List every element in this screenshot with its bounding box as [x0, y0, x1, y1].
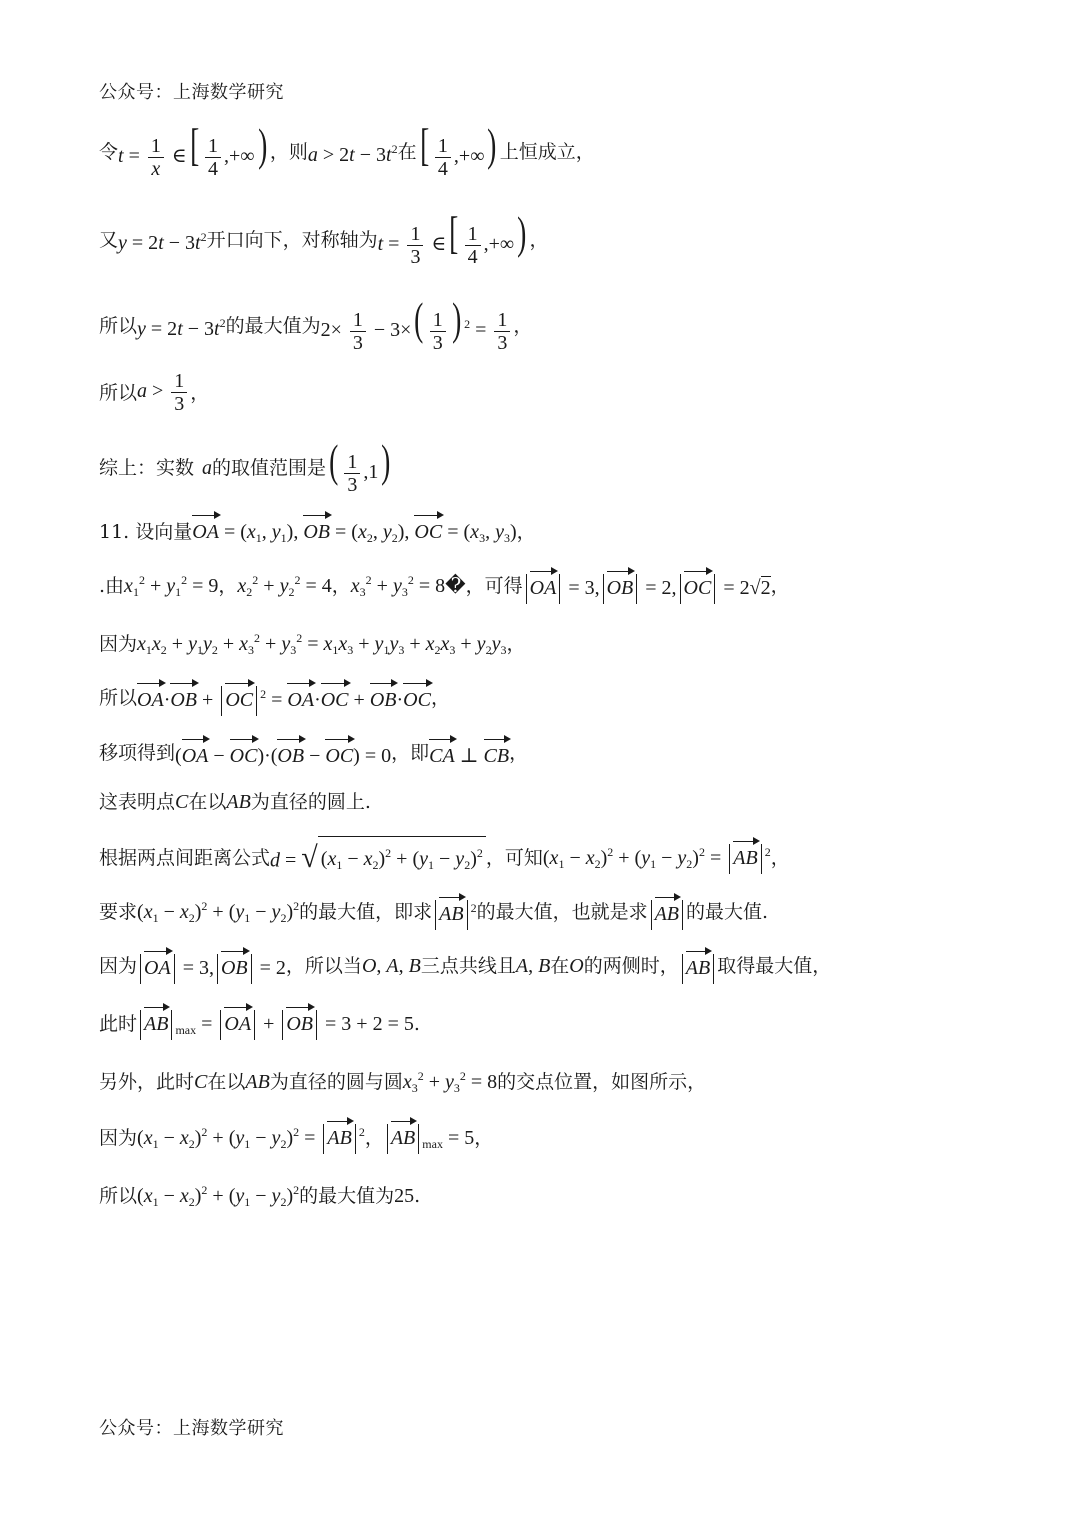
- solution-line-14: 因为 OA = 3, OB = 2 ，所以当 O, A, B 三点共线且 A, B 在 O 的两侧时， AB 取得最大值，: [99, 948, 1040, 984]
- text: ，: [509, 742, 529, 764]
- fraction: $\frac{1}{x}$: [148, 135, 164, 180]
- text: 取得最大值，: [717, 955, 832, 978]
- text: 所以: [99, 1185, 138, 1207]
- solution-line-18: 所以 $(x_1 - x_2)^2 + (y_1 - y_2)^2$ 的最大值为 25 .: [99, 1183, 421, 1209]
- text: 这表明点: [99, 791, 176, 813]
- text: 的最大值为: [299, 1185, 395, 1207]
- text: 又: [99, 228, 119, 251]
- text: ，则: [269, 140, 308, 163]
- text: 的最大值为: [225, 314, 321, 337]
- text: ，: [430, 687, 450, 710]
- text: 为直径的圆与圆: [269, 1071, 403, 1093]
- solution-line-16: 另外，此时 C 在以 AB 为直径的圆与圆 $x_3^2 + y_3^2 = 8$ 的交点位置，如图所示，: [99, 1069, 707, 1095]
- text: ，: [364, 1127, 384, 1149]
- text: 在: [550, 955, 570, 978]
- solution-line-7: .由 $x_1^2 + y_1^2 = 9$ ， $x_2^2 + y_2^2 = 4$ ， $x_3^2 + y_3^2$ = 8� ，可得 OA = 3, OB = 2, OC = 2√2 ，: [99, 566, 1040, 606]
- text: 移项得到: [99, 742, 176, 764]
- text: 在: [397, 140, 417, 163]
- text: 的两侧时，: [583, 955, 679, 978]
- text: 所以: [99, 381, 138, 404]
- text: ，: [529, 228, 549, 251]
- text: ，: [506, 633, 526, 655]
- text: 因为: [99, 633, 138, 655]
- text: 三点共线且: [420, 955, 516, 978]
- solution-line-1: 令 t = $\frac{1}{x}$ ∈[ $\frac{1}{4}$ ,+∞) ，则 $a > 2t - 3t^2$ 在 [ $\frac{1}{4}$ ,+∞) 上恒成立，: [99, 119, 595, 180]
- text: 因为: [99, 1127, 138, 1149]
- text: .由: [99, 575, 125, 597]
- text: 综上：实数: [99, 456, 195, 479]
- page-footer: 公众号：上海数学研究: [99, 1418, 284, 1439]
- text: ，: [770, 575, 790, 597]
- text: 令: [99, 140, 119, 163]
- solution-line-13: 要求 $(x_1 - x_2)^2 + (y_1 - y_2)^2$ 的最大值，即求 AB $^2$ 的最大值，也就是求 AB 的最大值.: [99, 892, 1040, 932]
- solution-line-5: 综上：实数 a 的取值范围是 ( $\frac{1}{3}$ ,1): [99, 435, 391, 496]
- solution-line-10: 移项得到 (OA − OC)·(OB − OC) = 0 ，即 CA ⊥ CB ，: [99, 736, 1040, 770]
- text: 因为: [99, 955, 138, 978]
- text: 的最大值.: [686, 901, 769, 923]
- text: .: [413, 1013, 420, 1035]
- solution-line-11: 这表明点 C 在以 AB 为直径的圆上.: [99, 788, 1040, 816]
- text: 的最大值，也就是求: [476, 901, 648, 923]
- text: 根据两点间距离公式: [99, 846, 271, 869]
- text: ，可得: [465, 575, 523, 597]
- text: ，可知: [485, 846, 543, 869]
- text: 的最大值，即求: [299, 901, 433, 923]
- solution-line-3: 所以 $y = 2t - 3t^2$ 的最大值为 2× $\frac{1}{3}$ − 3×( $\frac{1}{3}$ ) $^2$ = $\frac{1}{3}$ ，: [99, 293, 533, 354]
- solution-line-2: 又 $y = 2t - 3t^2$ 开口向下，对称轴为 t = $\frac{1}{3}$ ∈[ $\frac{1}{4}$ ,+∞) ，: [99, 207, 549, 268]
- text: ，: [190, 381, 210, 404]
- text: 在以: [207, 1071, 246, 1093]
- text: 此时: [99, 1013, 138, 1035]
- solution-line-4: 所以 a > $\frac{1}{3}$ ，: [99, 370, 210, 415]
- text: ，所以当: [285, 955, 362, 978]
- text: .: [414, 1185, 421, 1207]
- text: 在以: [188, 791, 227, 813]
- text: 为直径的圆上.: [250, 791, 371, 813]
- page-header: 公众号：上海数学研究: [99, 82, 284, 103]
- problem-11-line: 11. 设向量 OA = ($x_1$, $y_1$), OB = ($x_2$, $y_2$), OC = ($x_3$, $y_3$) ，: [99, 512, 1040, 552]
- solution-line-8: 因为 $x_1x_2 + y_1y_2 + x_3^2 + y_3^2 = x_1x_3 + y_1y_3 + x_2x_3 + y_2y_3$ ，: [99, 631, 526, 657]
- text: 所以: [99, 314, 138, 337]
- text: 上恒成立，: [499, 140, 595, 163]
- solution-line-12: 根据两点间距离公式 d = √ $(x_1 - x_2)^2 + (y_1 - y_2)^2$ ，可知 $(x_1 - x_2)^2 + (y_1 - y_2)^2$ = AB $^2$ ，: [99, 836, 1040, 879]
- text: ，: [516, 521, 536, 543]
- solution-line-15: 此时 AB $_{max}$ = OA + OB = 3 + 2 = 5 .: [99, 1004, 1040, 1044]
- text: 要求: [99, 901, 138, 923]
- text: 另外，此时: [99, 1071, 195, 1093]
- text: ，: [474, 1127, 494, 1149]
- text: 11. 设向量: [99, 521, 193, 543]
- text: ，: [513, 314, 533, 337]
- text: 的取值范围是: [212, 456, 327, 479]
- text: 所以: [99, 687, 138, 710]
- solution-line-9: 所以 OA·OB + OC $^2$ = OA·OC + OB·OC ，: [99, 680, 1040, 716]
- solution-line-17: 因为 $(x_1 - x_2)^2 + (y_1 - y_2)^2$ = AB $^2$ ， AB $_{max}$ = 5 ，: [99, 1118, 1040, 1158]
- text: 的交点位置，如图所示，: [497, 1071, 707, 1093]
- text: ，: [770, 846, 790, 869]
- text: ，即: [391, 742, 430, 764]
- text: 开口向下，对称轴为: [206, 228, 378, 251]
- text: ，: [218, 575, 238, 597]
- text: ，: [331, 575, 351, 597]
